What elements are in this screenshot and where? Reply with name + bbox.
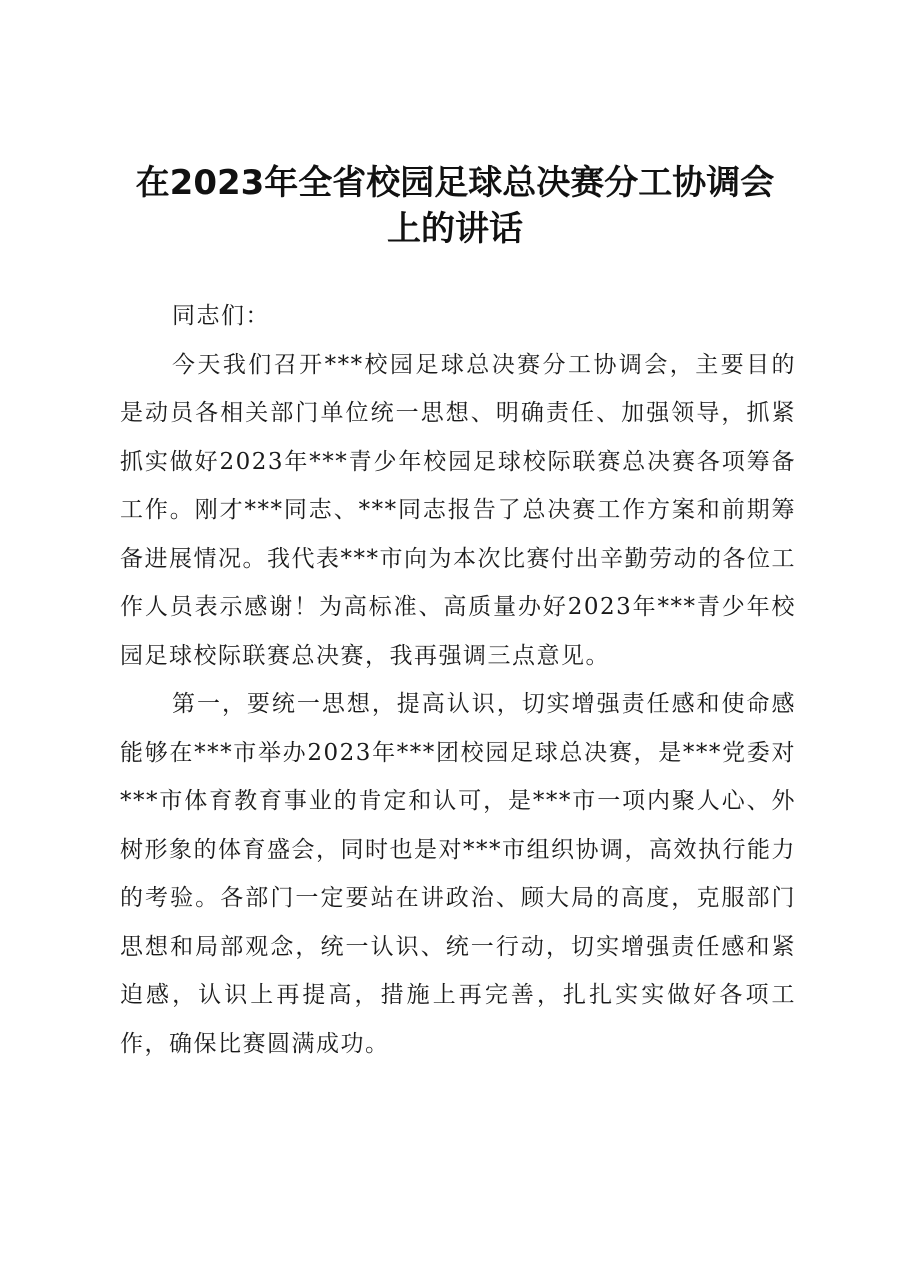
document-body <box>120 292 796 1068</box>
intro-paragraph: 今天我们召开***校园足球总决赛分工协调会，主要目的是动员各相关部门单位统一思想、明确责任、加强领导，抓紧抓实做好2023年***青少年校园足球校际联赛总决赛各项筹备工作。刚才***同志、***同志报告了总决赛工作方案和前期筹备进展情况。我代表***市向为本次比赛付出辛勤劳动的各位工作人员表示感谢！为高标准、高质量办好2023年***青少年校园足球校际联赛总决赛，我再强调三点意见。 <box>120 351 796 669</box>
point-one-paragraph: 第一，要统一思想，提高认识，切实增强责任感和使命感能够在***市举办2023年***团校园足球总决赛，是***党委对***市体育教育事业的肯定和认可，是***市一项内聚人心、外树形象的体育盛会，同时也是对***市组织协调，高效执行能力的考验。各部门一定要站在讲政治、顾大局的高度，克服部门思想和局部观念，统一认识、统一行动，切实增强责任感和紧迫感，认识上再提高，措施上再完善，扎扎实实做好各项工作，确保比赛圆满成功。 <box>120 691 796 1057</box>
salutation-paragraph: 同志们： <box>172 303 270 329</box>
document-title: 在2023年全省校园足球总决赛分工协调会上的讲话 <box>135 163 775 249</box>
